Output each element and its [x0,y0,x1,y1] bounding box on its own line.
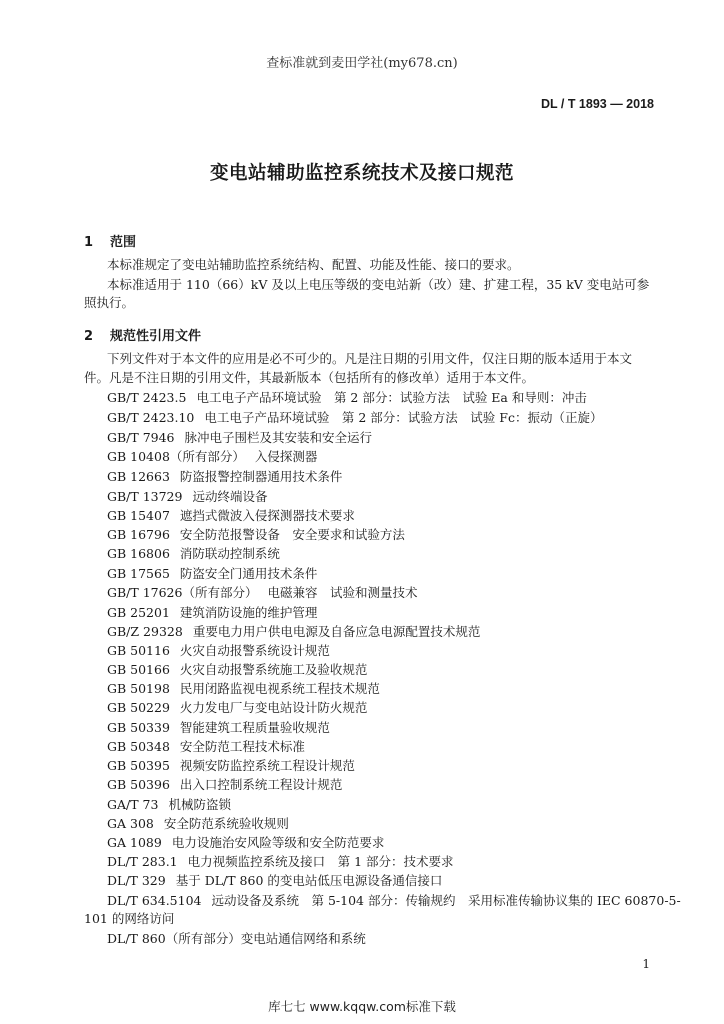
reference-code: GB 50395 [107,758,170,773]
section-1-heading [84,231,136,250]
section-2-number: 2 [84,329,94,344]
reference-code: GB 15407 [107,508,170,523]
reference-code: GA/T 73 [107,797,159,812]
section-1-title: 范围 [110,235,137,250]
reference-title: 安全防范工程技术标准 [179,739,305,754]
reference-item [107,641,330,659]
reference-code: DL/T 860（所有部分） [107,931,241,946]
reference-code: GB 16796 [107,527,170,542]
reference-code: GA 1089 [107,835,162,850]
reference-item [107,660,367,678]
reference-title: 安全防范报警设备 安全要求和试验方法 [179,527,405,542]
reference-item [107,487,267,505]
reference-code: GB 50348 [107,739,170,754]
header-watermark: 查标准就到麦田学社(my678.cn) [266,56,458,71]
reference-code: GB 16806 [107,546,170,561]
reference-item [107,698,367,716]
reference-title: 电工电子产品环境试验 第 2 部分：试验方法 试验 Fc：振动（正旋） [204,410,603,425]
reference-code: GA 308 [107,816,154,831]
section-2-intro-line-2: 件。凡是不注日期的引用文件，其最新版本（包括所有的修改单）适用于本文件。 [84,370,535,385]
reference-code: GB 10408（所有部分） [107,449,245,464]
reference-item [107,447,317,465]
reference-code: DL/T 329 [107,873,166,888]
reference-title: 防盗安全门通用技术条件 [179,566,318,581]
reference-code: GB 50166 [107,662,170,677]
section-1-paragraph-2-line-2: 照执行。 [84,295,135,310]
footer-watermark: 库七七 www.kqqw.com标准下载 [268,999,456,1014]
reference-title: 防盗报警控制器通用技术条件 [179,469,343,484]
reference-title: 视频安防监控系统工程设计规范 [179,758,355,773]
page-number: 1 [642,957,650,971]
reference-item [107,583,417,601]
section-1-number: 1 [84,235,94,250]
document-title: 变电站辅助监控系统技术及接口规范 [209,163,514,184]
reference-code: DL/T 283.1 [107,854,178,869]
standard-code: DL / T 1893 — 2018 [540,97,654,111]
reference-continuation: 101 的网络访问 [84,911,175,926]
reference-code: GB 50198 [107,681,170,696]
reference-item [107,603,317,621]
reference-item [107,388,587,406]
reference-title: 电工电子产品环境试验 第 2 部分：试验方法 试验 Ea 和导则：冲击 [196,390,587,405]
reference-title: 基于 DL/T 860 的变电站低压电源设备通信接口 [175,873,443,888]
reference-title: 电力视频监控系统及接口 第 1 部分：技术要求 [187,854,454,869]
reference-title: 重要电力用户供电电源及自备应急电源配置技术规范 [192,624,481,639]
reference-title: 入侵探测器 [254,449,318,464]
section-1-paragraph-2-line-1: 本标准适用于 110（66）kV 及以上电压等级的变电站新（改）建、扩建工程，35 kV 变电站可参 [107,277,650,292]
reference-item [107,544,280,562]
reference-title: 民用闭路监视电视系统工程技术规范 [179,681,380,696]
reference-item [107,737,305,755]
reference-code: GB/T 17626（所有部分） [107,585,258,600]
reference-code: GB 50116 [107,643,170,658]
reference-item [107,718,330,736]
reference-title: 机械防盗锁 [168,797,231,812]
section-2-heading [84,325,201,344]
reference-code: GB 12663 [107,469,170,484]
reference-title: 火灾自动报警系统施工及验收规范 [179,662,368,677]
reference-item [107,428,372,446]
section-1-paragraph-1: 本标准规定了变电站辅助监控系统结构、配置、功能及性能、接口的要求。 [107,257,520,272]
reference-item [107,506,355,524]
reference-item [107,756,355,774]
reference-code: GB/T 2423.5 [107,390,187,405]
reference-title: 脉冲电子围栏及其安装和安全运行 [184,430,373,445]
reference-code: GB 50339 [107,720,170,735]
reference-title: 火灾自动报警系统设计规范 [179,643,330,658]
reference-title: 建筑消防设施的维护管理 [179,605,318,620]
reference-code: DL/T 634.5104 [107,893,202,908]
reference-item [107,871,442,889]
reference-title: 变电站通信网络和系统 [240,931,366,946]
reference-code: GB 50229 [107,700,170,715]
reference-item [107,852,454,870]
reference-title: 远动终端设备 [192,489,268,504]
reference-code: GB/T 2423.10 [107,410,195,425]
reference-item [107,814,289,832]
section-2-title: 规范性引用文件 [110,329,202,344]
reference-code: GB/T 13729 [107,489,183,504]
reference-title: 消防联动控制系统 [179,546,280,561]
reference-item [107,795,231,813]
reference-code: GB 17565 [107,566,170,581]
reference-item [107,408,602,426]
reference-title: 遮挡式微波入侵探测器技术要求 [179,508,355,523]
reference-code: GB/Z 29328 [107,624,183,639]
reference-title: 火力发电厂与变电站设计防火规范 [179,700,368,715]
reference-code: GB 50396 [107,777,170,792]
reference-title: 智能建筑工程质量验收规范 [179,720,330,735]
reference-item [107,833,384,851]
reference-item [107,564,317,582]
reference-item [107,775,342,793]
reference-item [107,679,380,697]
reference-code: GB 25201 [107,605,170,620]
reference-title: 安全防范系统验收规则 [163,816,289,831]
reference-title: 出入口控制系统工程设计规范 [179,777,343,792]
reference-code: GB/T 7946 [107,430,175,445]
reference-item [107,891,681,909]
reference-item [107,467,342,485]
reference-item [107,622,480,640]
reference-title: 远动设备及系统 第 5-104 部分：传输规约 采用标准传输协议集的 IEC 60870-5- [211,893,681,908]
reference-item [107,929,366,947]
reference-title: 电磁兼容 试验和测量技术 [267,585,418,600]
section-2-intro-line-1: 下列文件对于本文件的应用是必不可少的。凡是注日期的引用文件，仅注日期的版本适用于本文 [107,351,633,366]
reference-item [107,525,405,543]
reference-title: 电力设施治安风险等级和安全防范要求 [171,835,385,850]
